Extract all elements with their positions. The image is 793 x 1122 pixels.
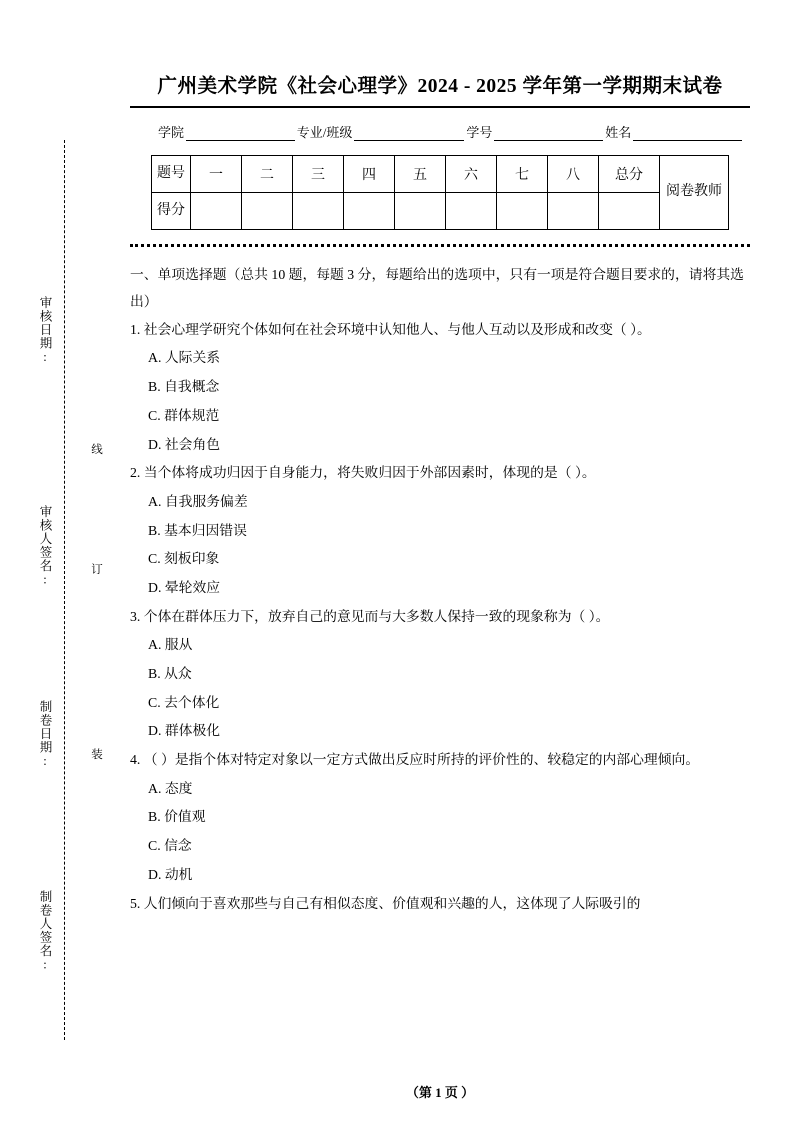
score-cell-2[interactable] bbox=[242, 193, 293, 230]
score-table-teacher-label: 阅卷教师 bbox=[660, 156, 729, 230]
score-cell-total[interactable] bbox=[599, 193, 660, 230]
field-label-student-id: 学号 bbox=[466, 125, 493, 140]
fold-mark-bind: 订 bbox=[88, 560, 104, 579]
score-cell-1[interactable] bbox=[191, 193, 242, 230]
dotted-separator bbox=[130, 244, 750, 247]
sidebar-label-printer-signature: 制卷人签名: bbox=[38, 890, 52, 973]
page-title: 广州美术学院《社会心理学》2024 - 2025 学年第一学期期末试卷 bbox=[130, 70, 750, 108]
score-table-total-label: 总分 bbox=[599, 156, 660, 193]
score-table-col-4: 四 bbox=[344, 156, 395, 193]
table-row-scores bbox=[152, 193, 729, 230]
question-4-option-d[interactable]: D. 动机 bbox=[148, 866, 193, 882]
left-margin-area bbox=[0, 0, 130, 1122]
question-3-option-a[interactable]: A. 服从 bbox=[148, 637, 193, 653]
question-2-option-c[interactable]: C. 刻板印象 bbox=[148, 551, 220, 567]
score-table-col-3: 三 bbox=[293, 156, 344, 193]
sidebar-label-reviewer-signature: 审核人签名: bbox=[38, 505, 52, 588]
question-2-option-a[interactable]: A. 自我服务偏差 bbox=[148, 493, 248, 509]
question-2-option-d[interactable]: D. 晕轮效应 bbox=[148, 579, 221, 595]
question-1-option-d[interactable]: D. 社会角色 bbox=[148, 436, 221, 452]
fold-dashed-line bbox=[64, 140, 65, 1040]
question-3-option-b[interactable]: B. 从众 bbox=[148, 666, 192, 682]
score-cell-5[interactable] bbox=[395, 193, 446, 230]
sidebar-label-print-date: 制卷日期: bbox=[38, 700, 52, 769]
student-info-row bbox=[130, 122, 750, 141]
score-table-col-5: 五 bbox=[395, 156, 446, 193]
field-label-major-class: 专业/班级 bbox=[296, 125, 353, 140]
score-table-row-label-question: 题号 bbox=[152, 156, 191, 193]
score-table-col-2: 二 bbox=[242, 156, 293, 193]
question-1-option-a[interactable]: A. 人际关系 bbox=[148, 350, 221, 366]
question-5-stem: 5. 人们倾向于喜欢那些与自己有相似态度、价值观和兴趣的人，这体现了人际吸引的 bbox=[130, 895, 641, 911]
question-1-option-c[interactable]: C. 群体规范 bbox=[148, 407, 220, 423]
question-1-option-b[interactable]: B. 自我概念 bbox=[148, 379, 220, 395]
field-input-name[interactable] bbox=[633, 125, 742, 141]
field-label-name: 姓名 bbox=[605, 125, 632, 140]
question-2-option-b[interactable]: B. 基本归因错误 bbox=[148, 522, 247, 538]
fold-mark-seal: 装 bbox=[88, 745, 104, 764]
exam-sheet bbox=[130, 70, 750, 918]
score-cell-3[interactable] bbox=[293, 193, 344, 230]
question-body bbox=[130, 262, 750, 918]
score-cell-7[interactable] bbox=[497, 193, 548, 230]
table-row-question-numbers bbox=[152, 156, 729, 193]
question-4-option-b[interactable]: B. 价值观 bbox=[148, 809, 206, 825]
field-label-college: 学院 bbox=[158, 125, 185, 140]
score-table-col-8: 八 bbox=[548, 156, 599, 193]
score-table-col-6: 六 bbox=[446, 156, 497, 193]
score-table-row-label-score: 得分 bbox=[152, 193, 191, 230]
score-table-col-7: 七 bbox=[497, 156, 548, 193]
question-4-option-c[interactable]: C. 信念 bbox=[148, 838, 192, 854]
page-footer: （第 1 页 ） bbox=[405, 1085, 475, 1100]
score-table-col-1: 一 bbox=[191, 156, 242, 193]
field-input-college[interactable] bbox=[186, 125, 295, 141]
question-3-stem: 3. 个体在群体压力下，放弃自己的意见而与大多数人保持一致的现象称为（ ）。 bbox=[130, 608, 610, 624]
question-4-stem: 4. （ ）是指个体对特定对象以一定方式做出反应时所持的评价性的、较稳定的内部心理倾向。 bbox=[130, 752, 700, 768]
fold-mark-line: 线 bbox=[88, 440, 104, 459]
section-title-multiple-choice: 一、单项选择题（总共 10 题，每题 3 分，每题给出的选项中，只有一项是符合题目要求的，请将其选出） bbox=[130, 267, 744, 309]
score-cell-6[interactable] bbox=[446, 193, 497, 230]
sidebar-label-review-date: 审核日期: bbox=[38, 296, 52, 365]
score-cell-4[interactable] bbox=[344, 193, 395, 230]
field-input-student-id[interactable] bbox=[494, 125, 603, 141]
question-4-option-a[interactable]: A. 态度 bbox=[148, 780, 193, 796]
question-1-stem: 1. 社会心理学研究个体如何在社会环境中认知他人、与他人互动以及形成和改变（ ）。 bbox=[130, 321, 651, 337]
question-3-option-c[interactable]: C. 去个体化 bbox=[148, 694, 220, 710]
question-3-option-d[interactable]: D. 群体极化 bbox=[148, 723, 221, 739]
score-table bbox=[151, 155, 729, 230]
score-cell-8[interactable] bbox=[548, 193, 599, 230]
field-input-major-class[interactable] bbox=[354, 125, 464, 141]
question-2-stem: 2. 当个体将成功归因于自身能力，将失败归因于外部因素时，体现的是（ ）。 bbox=[130, 465, 596, 481]
